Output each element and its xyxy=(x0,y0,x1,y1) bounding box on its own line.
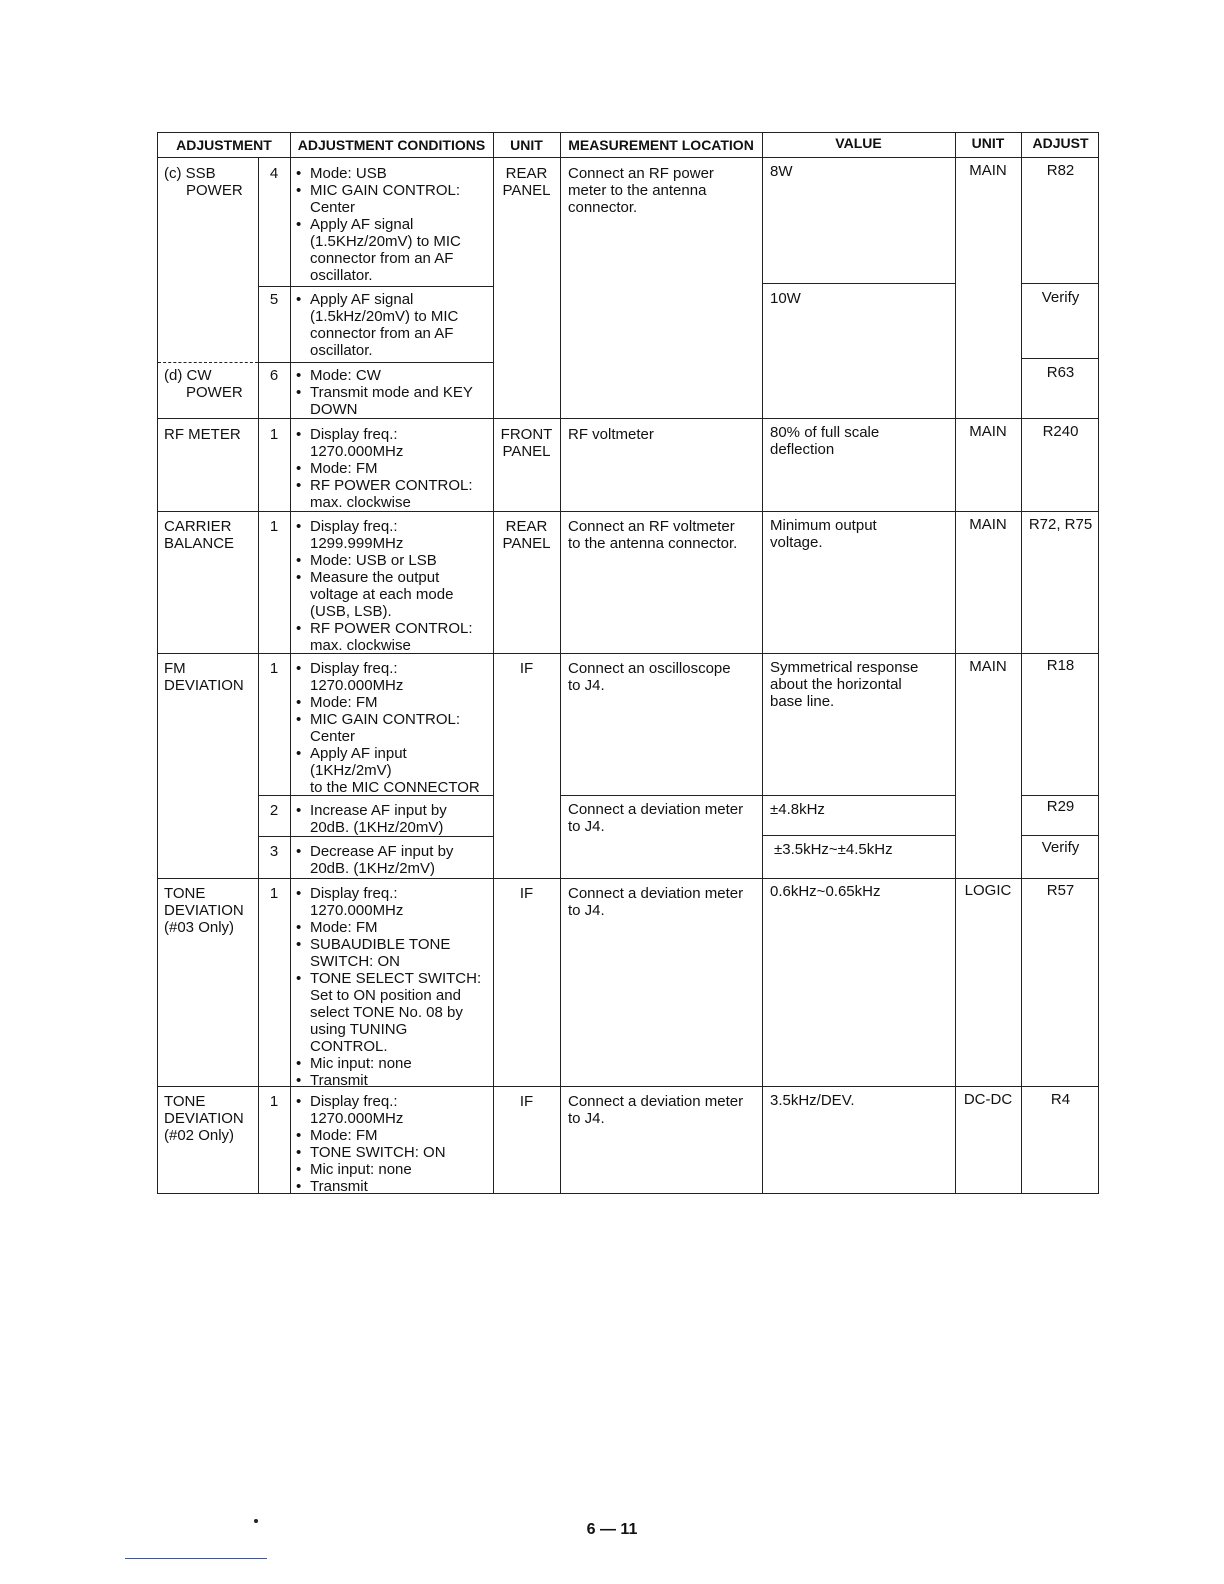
fm-value-3: ±3.5kHz~±4.5kHz xyxy=(774,841,893,858)
tone02-location: Connect a deviation meter to J4. xyxy=(568,1093,744,1127)
ssb-unit: REAR PANEL xyxy=(502,165,551,199)
carrier-unit2: MAIN xyxy=(969,516,1007,533)
header-unit: UNIT xyxy=(510,137,543,153)
condition-item: • Transmit mode and KEY DOWN xyxy=(296,384,473,418)
cw-name-1: (d) CW xyxy=(164,367,212,384)
ssb-conditions-4 xyxy=(296,165,461,284)
header-rule xyxy=(158,157,1098,158)
rule-fm-step3 xyxy=(258,836,493,837)
tone03-conditions xyxy=(296,885,481,1089)
condition-item: • Mode: FM xyxy=(296,919,481,936)
fm-step-2: 2 xyxy=(269,802,279,819)
fm-adjust-1: R18 xyxy=(1046,657,1075,674)
condition-item: • Display freq.: 1270.000MHz xyxy=(296,426,473,460)
ssb-value-5: 10W xyxy=(770,290,801,307)
condition-item: • RF POWER CONTROL: max. clockwise xyxy=(296,620,473,654)
col-divider-conditions xyxy=(290,133,291,1193)
tone02-adjust: R4 xyxy=(1050,1091,1071,1108)
fm-unit: IF xyxy=(519,660,534,677)
ssb-step-4: 4 xyxy=(269,165,279,182)
rfmeter-step: 1 xyxy=(269,426,279,443)
tone03-adjust: R57 xyxy=(1046,882,1075,899)
rfmeter-adjust: R240 xyxy=(1042,423,1079,440)
rfmeter-location: RF voltmeter xyxy=(568,426,654,443)
tone02-unit: IF xyxy=(519,1093,534,1110)
tone02-value: 3.5kHz/DEV. xyxy=(770,1092,855,1109)
fm-step-3: 3 xyxy=(269,843,279,860)
condition-item: • Mode: FM xyxy=(296,460,473,477)
condition-item: • SUBAUDIBLE TONE SWITCH: ON xyxy=(296,936,481,970)
cw-name-2: POWER xyxy=(186,384,243,401)
col-divider-value xyxy=(762,133,763,1193)
condition-item: • Mode: USB or LSB xyxy=(296,552,473,569)
rule-tone03 xyxy=(158,878,1098,879)
condition-item: • Mode: CW xyxy=(296,367,473,384)
tone03-unit2: LOGIC xyxy=(964,882,1012,899)
condition-item: • Mode: FM xyxy=(296,694,480,711)
condition-item: • Apply AF input (1KHz/2mV) to the MIC CONNECTOR xyxy=(296,745,480,796)
fm-unit2: MAIN xyxy=(969,658,1007,675)
carrier-conditions xyxy=(296,518,473,654)
ssb-adjust-5: Verify xyxy=(1041,289,1080,306)
condition-item: • TONE SWITCH: ON xyxy=(296,1144,446,1161)
fm-adjust-2: R29 xyxy=(1046,798,1075,815)
rule-fm-step3-val xyxy=(762,835,955,836)
condition-item: • MIC GAIN CONTROL: Center xyxy=(296,182,461,216)
ssb-unit2: MAIN xyxy=(969,162,1007,179)
adjustment-table xyxy=(157,132,1099,1194)
rfmeter-name: RF METER xyxy=(164,426,241,443)
footer-rule xyxy=(125,1558,267,1559)
carrier-value: Minimum output voltage. xyxy=(770,517,877,551)
rule-fm-step2-loc xyxy=(560,795,955,796)
carrier-name: CARRIER BALANCE xyxy=(164,518,235,552)
condition-item: • Decrease AF input by 20dB. (1KHz/2mV) xyxy=(296,843,453,877)
header-adjust: ADJUST xyxy=(1032,135,1089,151)
rfmeter-value: 80% of full scale deflection xyxy=(770,424,880,458)
condition-item: • Transmit xyxy=(296,1178,446,1195)
condition-item: • Display freq.: 1270.000MHz xyxy=(296,660,480,694)
rule-fm-step3-adj xyxy=(1021,835,1098,836)
condition-item: • RF POWER CONTROL: max. clockwise xyxy=(296,477,473,511)
col-divider-location xyxy=(560,133,561,1193)
ssb-location: Connect an RF power meter to the antenna connector. xyxy=(568,165,714,216)
fm-value-1: Symmetrical response about the horizontal base line. xyxy=(770,659,919,710)
ssb-step-5: 5 xyxy=(269,291,279,308)
condition-item: • TONE SELECT SWITCH: Set to ON position and select TONE No. 08 by using TUNING CONTROL. xyxy=(296,970,481,1055)
carrier-step: 1 xyxy=(269,518,279,535)
condition-item: • Mic input: none xyxy=(296,1161,446,1178)
ssb-name-1: (c) SSB xyxy=(164,165,216,182)
rule-rfmeter xyxy=(158,418,1098,419)
tone03-step: 1 xyxy=(269,885,279,902)
fm-name: FM DEVIATION xyxy=(164,660,244,694)
rfmeter-conditions xyxy=(296,426,473,511)
fm-location-2: Connect a deviation meter to J4. xyxy=(568,801,744,835)
tone02-name: TONE DEVIATION (#02 Only) xyxy=(164,1093,244,1144)
cw-step: 6 xyxy=(269,367,279,384)
fm-value-2: ±4.8kHz xyxy=(770,801,825,818)
rule-ssb-step xyxy=(258,286,493,287)
condition-item: • Display freq.: 1299.999MHz xyxy=(296,518,473,552)
condition-item: • Mode: FM xyxy=(296,1127,446,1144)
carrier-unit: REAR PANEL xyxy=(502,518,551,552)
tone02-unit2: DC-DC xyxy=(963,1091,1013,1108)
rfmeter-unit: FRONT PANEL xyxy=(500,426,553,460)
condition-item: • Mode: USB xyxy=(296,165,461,182)
header-unit2: UNIT xyxy=(971,135,1005,151)
page-number: 6 — 11 xyxy=(586,1521,638,1538)
rfmeter-unit2: MAIN xyxy=(969,423,1007,440)
rule-cw-step xyxy=(258,362,493,363)
header-adjustment: ADJUSTMENT xyxy=(176,137,272,153)
tone03-name: TONE DEVIATION (#03 Only) xyxy=(164,885,244,936)
ssb-name-2: POWER xyxy=(186,182,243,199)
condition-item: • Display freq.: 1270.000MHz xyxy=(296,885,481,919)
fm-conditions-3 xyxy=(296,843,453,877)
tone03-value: 0.6kHz~0.65kHz xyxy=(770,883,881,900)
condition-item: • Measure the output voltage at each mode (USB, LSB). xyxy=(296,569,473,620)
condition-item: • Transmit xyxy=(296,1072,481,1089)
condition-item: • Apply AF signal (1.5KHz/20mV) to MIC connector from an AF oscillator. xyxy=(296,216,461,284)
fm-conditions-1 xyxy=(296,660,480,796)
fm-step-1: 1 xyxy=(269,660,279,677)
carrier-adjust: R72, R75 xyxy=(1028,516,1093,533)
rule-cw-adjust xyxy=(1021,358,1098,359)
rule-fm-step2-adj xyxy=(1021,795,1098,796)
ssb-adjust-4: R82 xyxy=(1046,162,1075,179)
condition-item: • Mic input: none xyxy=(296,1055,481,1072)
ssb-conditions-5 xyxy=(296,291,458,359)
fm-adjust-3: Verify xyxy=(1041,839,1080,856)
condition-item: • Apply AF signal (1.5kHz/20mV) to MIC connector from an AF oscillator. xyxy=(296,291,458,359)
header-value: VALUE xyxy=(835,135,882,151)
header-conditions: ADJUSTMENT CONDITIONS xyxy=(297,137,486,153)
tone02-conditions xyxy=(296,1093,446,1195)
rule-carrier xyxy=(158,511,1098,512)
rule-cw-dashed xyxy=(158,362,258,363)
condition-item: • Increase AF input by 20dB. (1KHz/20mV) xyxy=(296,802,447,836)
carrier-location: Connect an RF voltmeter to the antenna connector. xyxy=(568,518,738,552)
cw-conditions xyxy=(296,367,473,418)
tone02-step: 1 xyxy=(269,1093,279,1110)
header-location: MEASUREMENT LOCATION xyxy=(568,137,754,153)
ssb-value-4: 8W xyxy=(770,163,793,180)
rule-ssb-adjust xyxy=(1021,283,1098,284)
condition-item: • MIC GAIN CONTROL: Center xyxy=(296,711,480,745)
tone03-location: Connect a deviation meter to J4. xyxy=(568,885,744,919)
condition-item: • Display freq.: 1270.000MHz xyxy=(296,1093,446,1127)
rule-ssb-value xyxy=(762,283,955,284)
cw-adjust: R63 xyxy=(1046,364,1075,381)
tone03-unit: IF xyxy=(519,885,534,902)
fm-conditions-2 xyxy=(296,802,447,836)
fm-location-1: Connect an oscilloscope to J4. xyxy=(568,660,731,694)
